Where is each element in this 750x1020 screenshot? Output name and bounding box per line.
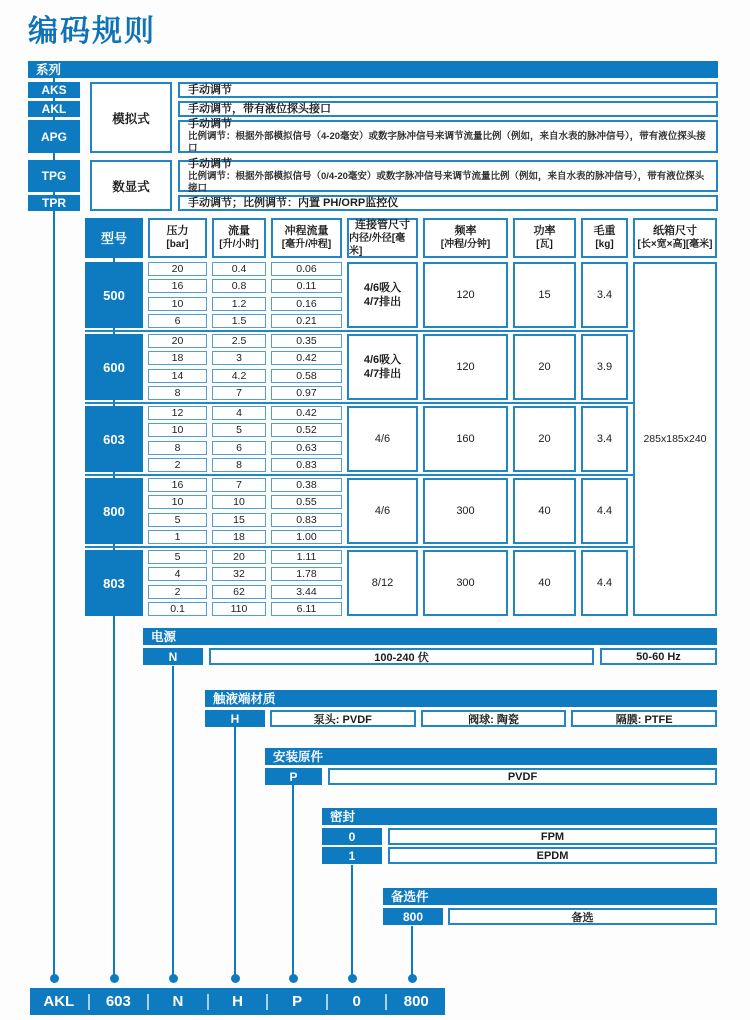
power-cell: 20 xyxy=(513,406,576,472)
power-cell: 40 xyxy=(513,478,576,544)
cell: 5 xyxy=(148,513,207,527)
series-desc-text: 手动调节 xyxy=(188,118,232,130)
cell: 8 xyxy=(148,441,207,455)
cell: 3 xyxy=(212,351,266,365)
code-segment-material: H xyxy=(232,993,243,1010)
header-line: 压力 xyxy=(166,225,189,237)
seal-code-cell: 0 xyxy=(322,828,382,845)
cell: 2.5 xyxy=(212,334,266,348)
header-line: 频率 xyxy=(454,225,477,237)
cell: 16 xyxy=(148,478,207,492)
cell: 18 xyxy=(148,351,207,365)
model-cell: 603 xyxy=(85,406,143,472)
optional-section xyxy=(383,888,717,925)
pipe-line: 4/6吸入 xyxy=(363,282,402,294)
pipe-cell xyxy=(347,550,418,616)
header-line: 连接管尺寸 xyxy=(355,218,410,231)
header-line: 纸箱尺寸 xyxy=(653,225,697,237)
weight-cell: 3.4 xyxy=(581,406,628,472)
group-divider xyxy=(85,330,633,332)
seal-row-0 xyxy=(322,828,717,845)
header-line: 内径/外径[毫米] xyxy=(349,232,406,257)
header-flow xyxy=(212,218,266,258)
pipe-cell xyxy=(347,334,418,400)
pressure-col xyxy=(148,334,207,400)
cell: 0.83 xyxy=(271,513,342,527)
seal-header-bar: 密封 xyxy=(322,808,717,825)
pressure-col xyxy=(148,478,207,544)
cell: 4.2 xyxy=(212,369,266,383)
cell: 0.38 xyxy=(271,478,342,492)
freq-cell: 300 xyxy=(423,550,508,616)
cell: 1.00 xyxy=(271,530,342,544)
series-digital-block xyxy=(28,157,718,211)
cell: 16 xyxy=(148,279,207,293)
seal-value-cell: EPDM xyxy=(388,847,717,864)
cell: 32 xyxy=(212,567,266,581)
optional-row xyxy=(383,908,717,925)
series-desc-row xyxy=(178,120,718,153)
stroke-col xyxy=(271,262,342,328)
code-segment-seal: 0 xyxy=(352,993,361,1010)
table-row-group-800 xyxy=(85,478,717,544)
cell: 8 xyxy=(148,386,207,400)
series-desc-text: 手动调节，带有液位探头接口 xyxy=(188,102,331,115)
connector-dot-optional xyxy=(408,974,417,983)
weight-cell: 4.4 xyxy=(581,478,628,544)
cell: 10 xyxy=(148,495,207,509)
cell: 1.5 xyxy=(212,314,266,328)
group-divider xyxy=(85,402,633,404)
cell: 0.06 xyxy=(271,262,342,276)
cell: 14 xyxy=(148,369,207,383)
cell: 3.44 xyxy=(271,585,342,599)
cell: 0.4 xyxy=(212,262,266,276)
cell: 20 xyxy=(148,334,207,348)
connector-line-seal xyxy=(351,865,353,980)
cell: 12 xyxy=(148,406,207,420)
pipe-cell xyxy=(347,478,418,544)
cell: 6 xyxy=(148,314,207,328)
header-model: 型号 xyxy=(85,218,143,258)
header-line: [kg] xyxy=(595,239,614,250)
weight-cell: 3.4 xyxy=(581,262,628,328)
connector-dot-seal xyxy=(348,974,357,983)
cell: 4 xyxy=(212,406,266,420)
series-desc-row xyxy=(178,101,718,117)
cell: 1 xyxy=(148,530,207,544)
stroke-col xyxy=(271,334,342,400)
table-row-group-500 xyxy=(85,262,717,328)
product-code-bar xyxy=(30,988,445,1015)
optional-value-cell: 备选 xyxy=(448,908,717,925)
freq-cell: 120 xyxy=(423,262,508,328)
flow-col xyxy=(212,406,266,472)
freq-cell: 120 xyxy=(423,334,508,400)
pipe-cell xyxy=(347,406,418,472)
cell: 0.52 xyxy=(271,423,342,437)
header-line: [bar] xyxy=(166,239,189,250)
header-line: 毛重 xyxy=(593,225,616,237)
optional-code-cell: 800 xyxy=(383,908,443,925)
power-header-bar: 电源 xyxy=(143,628,717,645)
cell: 62 xyxy=(212,585,266,599)
cell: 0.16 xyxy=(271,297,342,311)
power-cell: 40 xyxy=(513,550,576,616)
series-section xyxy=(28,61,718,211)
series-digital-descriptions xyxy=(178,157,718,211)
connector-line-optional xyxy=(411,926,413,980)
header-freq xyxy=(423,218,508,258)
seal-section xyxy=(322,808,717,864)
series-desc-row xyxy=(178,82,718,98)
model-cell: 500 xyxy=(85,262,143,328)
cell: 0.83 xyxy=(271,458,342,472)
code-segment-power: N xyxy=(172,993,184,1010)
install-value-cell: PVDF xyxy=(328,768,717,785)
power-code-cell: N xyxy=(143,648,203,665)
model-cell: 600 xyxy=(85,334,143,400)
seal-code-cell: 1 xyxy=(322,847,382,864)
optional-header-bar: 备选件 xyxy=(383,888,717,905)
pipe-line: 4/6 xyxy=(374,505,391,517)
series-code-akl: AKL xyxy=(28,101,80,117)
power-cell: 15 xyxy=(513,262,576,328)
series-analog-block xyxy=(28,82,718,153)
power-frequency-cell: 50-60 Hz xyxy=(600,648,717,665)
cell: 1.2 xyxy=(212,297,266,311)
power-section xyxy=(143,628,717,665)
cell: 0.63 xyxy=(271,441,342,455)
connector-line-install xyxy=(292,785,294,980)
cell: 0.35 xyxy=(271,334,342,348)
series-desc-text: 比例调节：根据外部模拟信号（0/4-20毫安）或数字脉冲信号来调节流量比例（例如，来自水表的脉冲信号），带有液位探头接口 xyxy=(188,170,705,194)
flow-col xyxy=(212,478,266,544)
install-section xyxy=(265,748,717,785)
cell: 2 xyxy=(148,458,207,472)
series-type-analog: 模拟式 xyxy=(90,82,172,153)
material-section xyxy=(205,690,717,727)
header-line: 流量 xyxy=(228,225,250,237)
header-line: [毫升/冲程] xyxy=(281,239,332,250)
header-line: [长×宽×高][毫米] xyxy=(637,239,713,250)
header-line: 冲程流量 xyxy=(284,225,329,237)
connector-dot-install xyxy=(289,974,298,983)
cell: 0.21 xyxy=(271,314,342,328)
cell: 10 xyxy=(212,495,266,509)
series-desc-text: 手动调节；比例调节：内置 PH/ORP监控仪 xyxy=(188,196,399,209)
table-row-group-603 xyxy=(85,406,717,472)
group-divider xyxy=(85,474,633,476)
freq-cell: 300 xyxy=(423,478,508,544)
header-stroke xyxy=(271,218,342,258)
install-row xyxy=(265,768,717,785)
series-code-aks: AKS xyxy=(28,82,80,98)
group-divider xyxy=(85,546,633,548)
cell: 20 xyxy=(212,550,266,564)
pressure-col xyxy=(148,406,207,472)
cell: 5 xyxy=(148,550,207,564)
cell: 0.58 xyxy=(271,369,342,383)
model-cell: 800 xyxy=(85,478,143,544)
cell: 0.55 xyxy=(271,495,342,509)
cell: 6.11 xyxy=(271,602,342,616)
stroke-col xyxy=(271,550,342,616)
cell: 10 xyxy=(148,297,207,311)
series-code-tpr: TPR xyxy=(28,195,80,211)
weight-cell: 4.4 xyxy=(581,550,628,616)
header-line: [瓦] xyxy=(536,239,553,250)
series-code-apg: APG xyxy=(28,120,80,153)
code-segment-optional: 800 xyxy=(403,993,429,1010)
connector-dot-power xyxy=(169,974,178,983)
pipe-line: 4/7排出 xyxy=(363,368,402,380)
connector-dot-material xyxy=(231,974,240,983)
material-diaphragm-cell: 隔膜: PTFE xyxy=(571,710,717,727)
seal-row-1 xyxy=(322,847,717,864)
header-line: 功率 xyxy=(533,225,556,237)
connector-line-series xyxy=(53,77,55,980)
series-desc-text: 手动调节 xyxy=(188,157,232,170)
series-analog-codes xyxy=(28,82,80,153)
cell: 0.42 xyxy=(271,406,342,420)
pipe-line: 4/7排出 xyxy=(363,296,402,308)
power-cell: 20 xyxy=(513,334,576,400)
code-segment-install: P xyxy=(292,993,303,1010)
cell: 1.11 xyxy=(271,550,342,564)
cell: 0.42 xyxy=(271,351,342,365)
flow-col xyxy=(212,334,266,400)
cell: 0.11 xyxy=(271,279,342,293)
flow-col xyxy=(212,262,266,328)
header-power xyxy=(513,218,576,258)
series-desc-row xyxy=(178,157,718,194)
connector-dot-model xyxy=(110,974,119,983)
pressure-col xyxy=(148,550,207,616)
table-row-group-600 xyxy=(85,334,717,400)
cell: 8 xyxy=(212,458,266,472)
series-digital-codes xyxy=(28,160,80,211)
install-header-bar: 安装原件 xyxy=(265,748,717,765)
header-pressure xyxy=(148,218,207,258)
series-header-bar: 系列 xyxy=(28,61,718,78)
model-cell: 803 xyxy=(85,550,143,616)
series-code-tpg: TPG xyxy=(28,160,80,192)
stroke-col xyxy=(271,406,342,472)
cell: 20 xyxy=(148,262,207,276)
cell: 0.1 xyxy=(148,602,207,616)
pressure-col xyxy=(148,262,207,328)
power-voltage-cell: 100-240 伏 xyxy=(209,648,594,665)
header-carton xyxy=(633,218,717,258)
connector-dot-series xyxy=(50,974,59,983)
freq-cell: 160 xyxy=(423,406,508,472)
table-row-group-803 xyxy=(85,550,717,616)
cell: 0.97 xyxy=(271,386,342,400)
cell: 1.78 xyxy=(271,567,342,581)
series-desc-text: 比例调节：根据外部模拟信号（4-20毫安）或数字脉冲信号来调节流量比例（例如，来自水表的脉冲信号），带有液位探头接口 xyxy=(188,131,706,154)
pipe-line: 4/6吸入 xyxy=(363,354,402,366)
material-code-cell: H xyxy=(205,710,265,727)
pipe-line: 4/6 xyxy=(374,433,391,445)
series-analog-descriptions xyxy=(178,82,718,153)
connector-line-material xyxy=(234,727,236,980)
material-row xyxy=(205,710,717,727)
stroke-col xyxy=(271,478,342,544)
cell: 15 xyxy=(212,513,266,527)
spec-table-header-row xyxy=(85,218,717,258)
series-desc-row xyxy=(178,195,718,211)
code-segment-series: AKL xyxy=(43,993,75,1010)
carton-size-cell: 285x185x240 xyxy=(633,262,717,616)
page-title: 编码规则 xyxy=(28,15,156,48)
seal-value-cell: FPM xyxy=(388,828,717,845)
power-row xyxy=(143,648,717,665)
cell: 4 xyxy=(148,567,207,581)
cell: 7 xyxy=(212,478,266,492)
cell: 7 xyxy=(212,386,266,400)
flow-col xyxy=(212,550,266,616)
code-segment-model: 603 xyxy=(105,993,131,1010)
cell: 0.8 xyxy=(212,279,266,293)
weight-cell: 3.9 xyxy=(581,334,628,400)
cell: 5 xyxy=(212,423,266,437)
pipe-cell xyxy=(347,262,418,328)
cell: 10 xyxy=(148,423,207,437)
connector-line-power xyxy=(172,666,174,980)
cell: 2 xyxy=(148,585,207,599)
spec-table xyxy=(85,218,717,616)
cell: 110 xyxy=(212,602,266,616)
header-line: [升/小时] xyxy=(219,239,259,250)
material-pump-head-cell: 泵头: PVDF xyxy=(270,710,416,727)
header-line: [冲程/分钟] xyxy=(440,239,491,250)
series-type-digital: 数显式 xyxy=(90,160,172,211)
header-weight xyxy=(581,218,628,258)
install-code-cell: P xyxy=(265,768,322,785)
material-header-bar: 触液端材质 xyxy=(205,690,717,707)
header-pipe xyxy=(347,218,418,258)
pipe-line: 8/12 xyxy=(371,577,394,589)
cell: 18 xyxy=(212,530,266,544)
material-valve-ball-cell: 阀球: 陶瓷 xyxy=(421,710,567,727)
cell: 6 xyxy=(212,441,266,455)
series-desc-text: 手动调节 xyxy=(188,83,232,96)
